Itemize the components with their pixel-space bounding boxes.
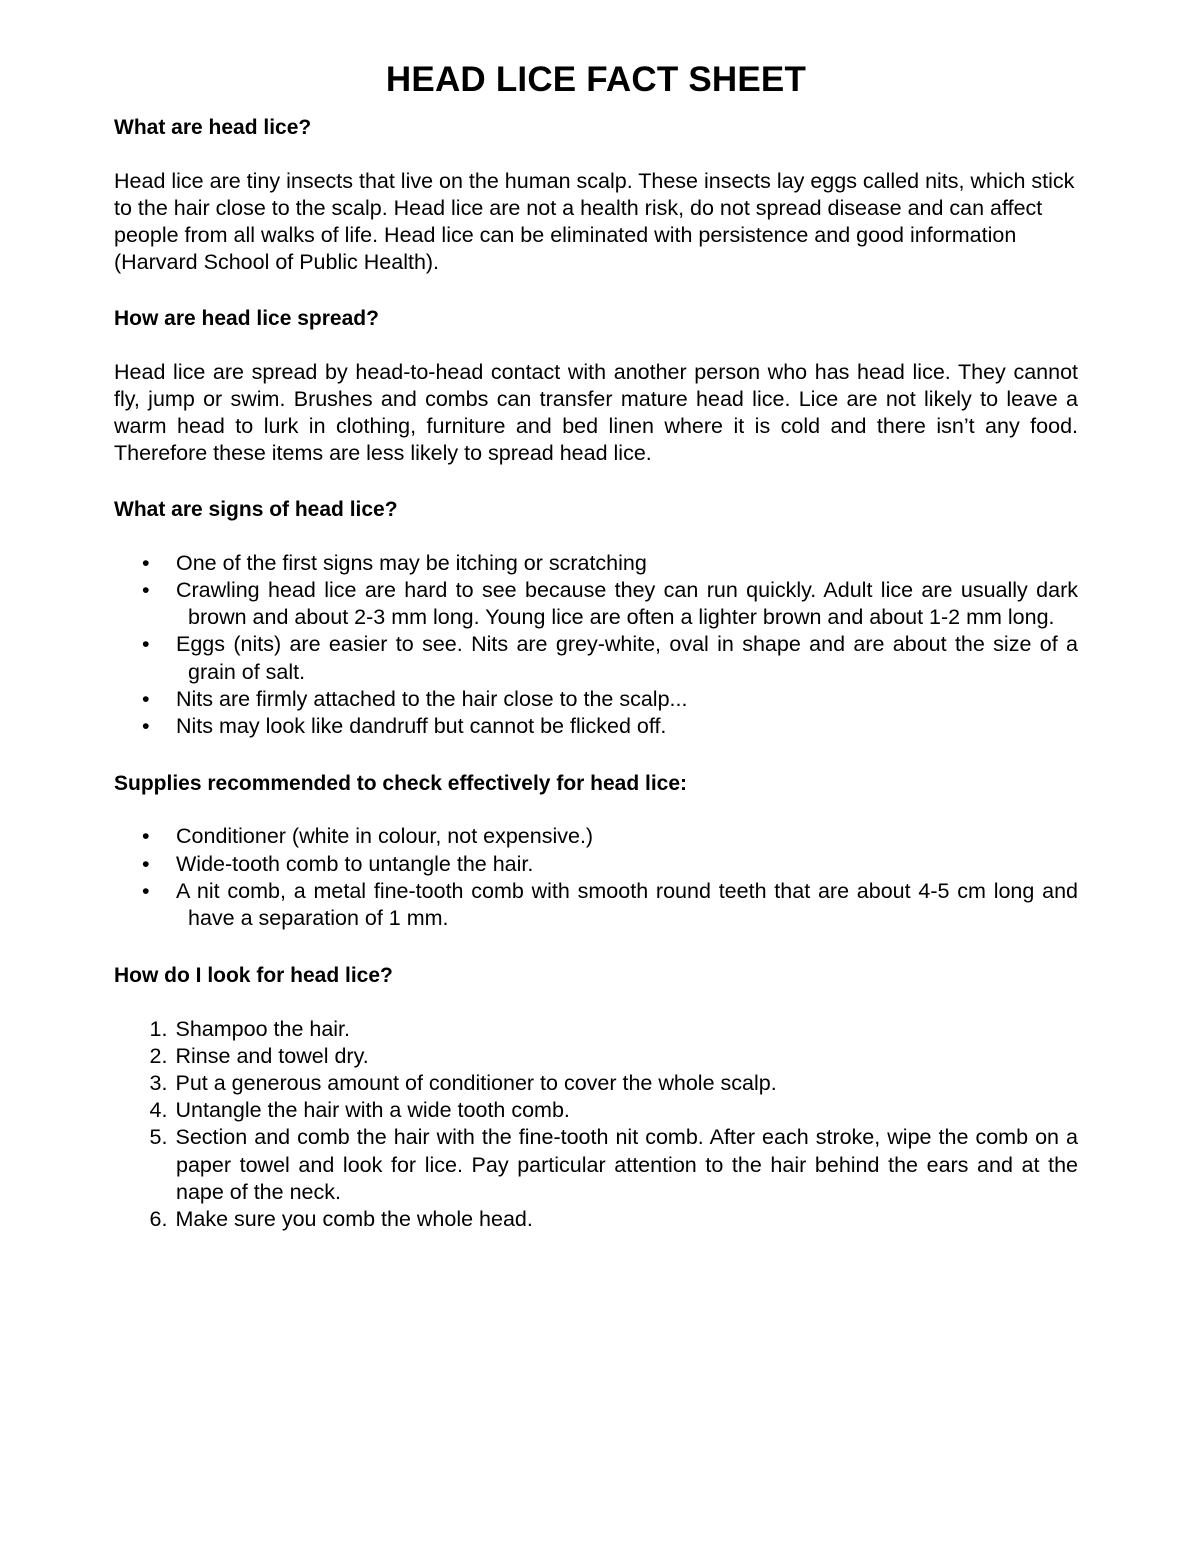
bullet-icon: •: [142, 824, 150, 849]
list-item-marker: 5.: [149, 1125, 168, 1150]
bullet-icon: •: [142, 632, 150, 657]
list-item: [114, 1043, 1078, 1070]
section-heading-supplies-recommended: Supplies recommended to check effectively for head lice:: [114, 772, 688, 796]
spacer: [114, 467, 1078, 496]
spacer: [114, 276, 1078, 305]
list-item: [114, 1206, 1078, 1233]
page-title: HEAD LICE FACT SHEET: [385, 60, 807, 99]
list-item: [114, 577, 1078, 631]
list-item-text: Eggs (nits) are easier to see. Nits are grey-white, oval in shape and are about the size of a grain of salt.: [176, 632, 1078, 684]
list-item: [114, 631, 1078, 685]
bullet-icon: •: [142, 713, 150, 738]
signs-bullet-list: [114, 550, 1078, 740]
section-paragraph-what-are-head-lice: Head lice are tiny insects that live on the human scalp. These insects lay eggs called nits, which stick to the hair close to the scalp. Head lice are not a health risk, do not spread disease and can affect people from all walks of life. Head lice can be eliminated with persistence and good information (Harvard School of Public Health).: [114, 168, 1075, 275]
supplies-bullet-list: [114, 823, 1078, 932]
list-item-text: Wide-tooth comb to untangle the hair.: [176, 851, 534, 876]
procedure-numbered-list: [114, 1016, 1078, 1234]
section-paragraph-how-are-head-lice-spread: Head lice are spread by head-to-head contact with another person who has head lice. They cannot fly, jump or swim. Brushes and combs can transfer mature head lice. Lice are not likely to leave a warm head to lurk in clothing, furniture and bed linen where it is cold and there isn’t any food. Therefore these items are less likely to spread head lice.: [114, 359, 1078, 466]
list-item-text: Untangle the hair with a wide tooth comb.: [175, 1098, 570, 1123]
list-item-marker: 4.: [149, 1098, 168, 1123]
list-item: [114, 1016, 1078, 1043]
list-item-text: Nits are firmly attached to the hair close to the scalp...: [176, 686, 688, 711]
bullet-icon: •: [142, 851, 150, 876]
list-item: [114, 713, 1078, 740]
list-item: [114, 686, 1078, 713]
spacer: [114, 797, 1078, 823]
list-item: [114, 878, 1078, 932]
list-item: [114, 823, 1078, 850]
list-item-text: Conditioner (white in colour, not expensive.): [176, 824, 594, 849]
list-item-marker: 1.: [149, 1016, 168, 1041]
spacer: [114, 740, 1078, 770]
list-item-text: Crawling head lice are hard to see because they can run quickly. Adult lice are usually dark brown and about 2-3 mm long. Young lice are often a lighter brown and about 1-2 mm long.: [176, 577, 1078, 630]
list-item: [114, 550, 1078, 577]
list-item-text: Shampoo the hair.: [175, 1016, 351, 1041]
list-item-text: One of the first signs may be itching or scratching: [176, 550, 647, 575]
list-item-marker: 2.: [149, 1043, 168, 1068]
list-item-text: Nits may look like dandruff but cannot be flicked off.: [176, 713, 667, 738]
bullet-icon: •: [142, 878, 150, 903]
section-heading-what-are-signs-of-head-lice: What are signs of head lice?: [114, 498, 398, 522]
spacer: [114, 932, 1078, 962]
list-item-text: Make sure you comb the whole head.: [175, 1207, 533, 1232]
bullet-icon: •: [142, 577, 150, 602]
spacer: [114, 990, 1078, 1016]
list-item-marker: 3.: [149, 1071, 168, 1095]
list-item-text: Section and comb the hair with the fine-tooth nit comb. After each stroke, wipe the comb on a paper towel and look for lice. Pay particular attention to the hair behind the ears and at the nape of the neck.: [175, 1125, 1078, 1204]
document-body: [114, 60, 1078, 1233]
list-item-text: A nit comb, a metal fine-tooth comb with smooth round teeth that are about 4-5 cm long and have a separation of 1 mm.: [176, 878, 1078, 931]
list-item-text: Put a generous amount of conditioner to cover the whole scalp.: [175, 1071, 777, 1095]
spacer: [114, 333, 1078, 359]
section-heading-what-are-head-lice: What are head lice?: [114, 116, 312, 140]
list-item: [114, 1097, 1078, 1124]
spacer: [114, 142, 1078, 168]
list-item: [114, 1124, 1078, 1206]
bullet-icon: •: [142, 550, 150, 575]
list-item-text: Rinse and towel dry.: [175, 1043, 369, 1068]
bullet-icon: •: [142, 686, 150, 711]
section-heading-how-are-head-lice-spread: How are head lice spread?: [114, 307, 379, 331]
list-item-marker: 6.: [149, 1207, 168, 1232]
section-heading-how-do-i-look-for-head-lice: How do I look for head lice?: [114, 964, 393, 988]
list-item: [114, 1070, 1078, 1097]
spacer: [114, 524, 1078, 550]
list-item: [114, 851, 1078, 878]
